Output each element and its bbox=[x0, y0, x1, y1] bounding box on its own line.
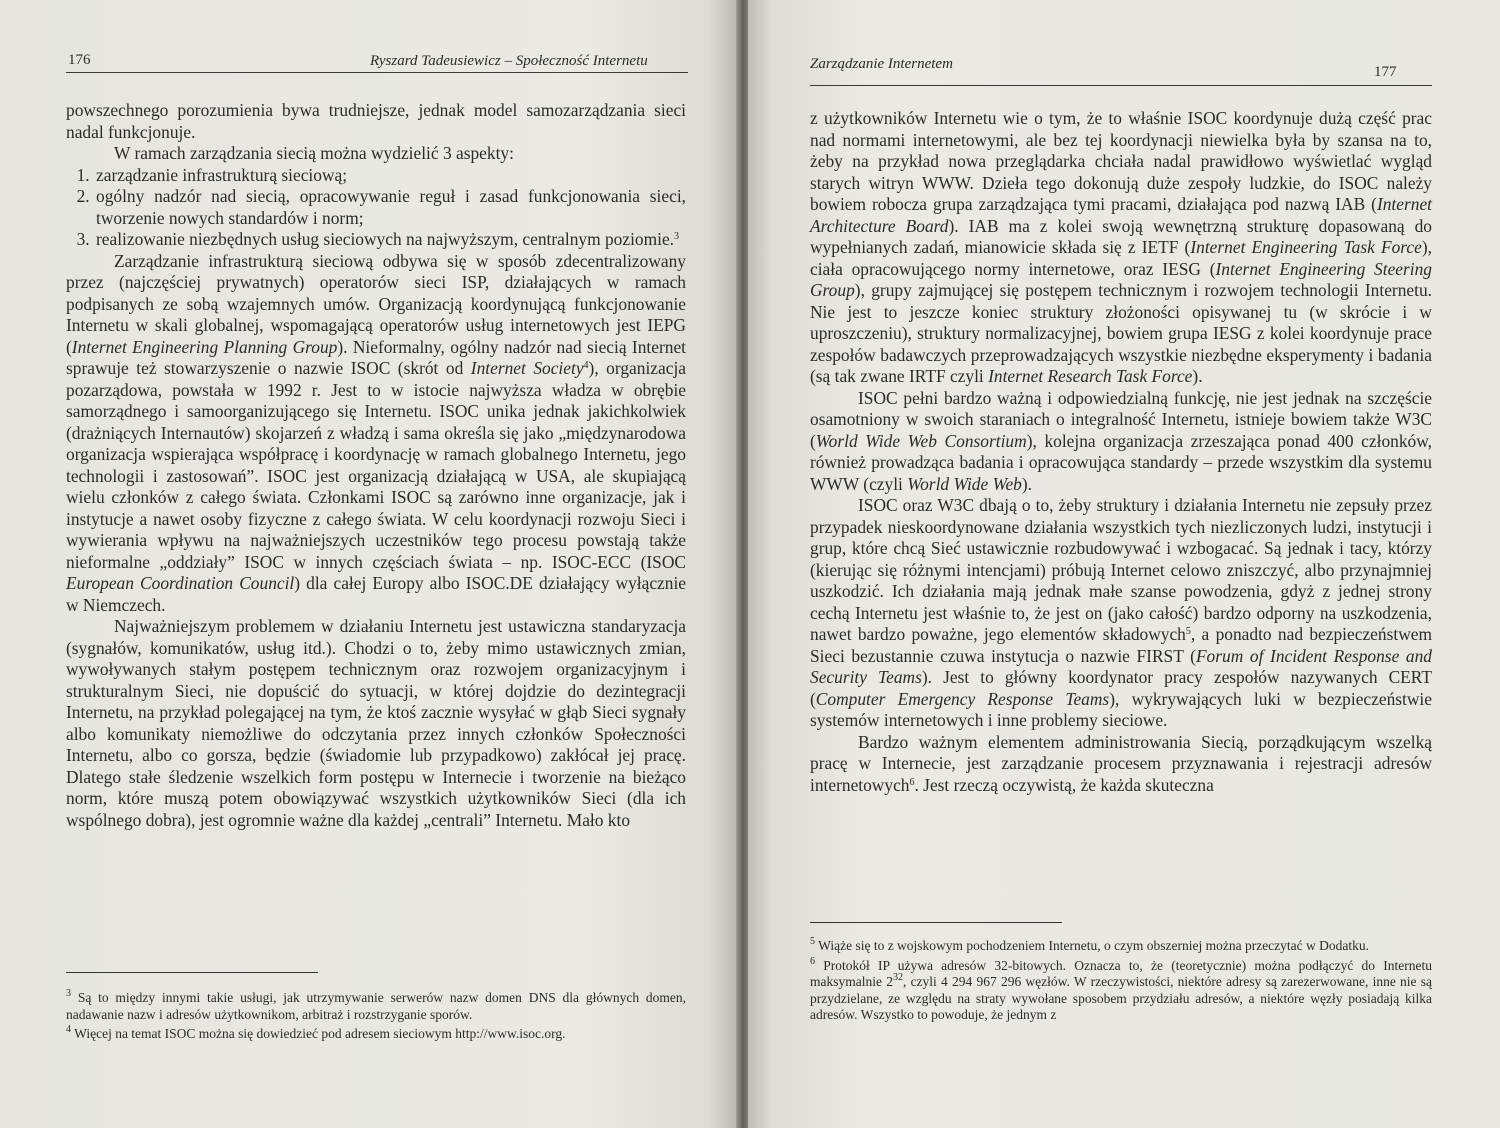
paragraph: ISOC pełni bardzo ważną i odpowiedzialną funkcję, nie jest jednak na szczęście osamotniony w swoich staraniach o integralność Internetu, istnieje bowiem także W3C (World Wide Web Consortium), kolejna organizacja zrzeszająca ponad 400 członków, również prowadząca badania i opracowująca standardy – przede wszystkim dla systemu WWW (czyli World Wide Web). bbox=[810, 387, 1432, 494]
footnote: $^3$ Są to między innymi takie usługi, jak utrzymywanie serwerów nazw domen DNS dla głównych domen, nadawanie nazw i adresów użytkownikom, arbitraż i rozstrzyganie sporów. bbox=[66, 988, 686, 1022]
footnotes bbox=[810, 938, 1432, 1027]
paragraph: powszechnego porozumienia bywa trudniejsze, jednak model samozarządzania sieci nadal funkcjonuje. bbox=[66, 100, 686, 142]
footnote-rule bbox=[66, 972, 318, 973]
right-page bbox=[748, 0, 1500, 1128]
running-head: Ryszard Tadeusiewicz – Społeczność Internetu bbox=[370, 53, 648, 69]
footnote-rule bbox=[810, 922, 1062, 923]
list-item: 3. realizowanie niezbędnych usług sieciowych na najwyższym, centralnym poziomie.$^3$ bbox=[94, 229, 686, 251]
aspects-list bbox=[66, 165, 686, 251]
page-number: 176 bbox=[68, 52, 91, 68]
header-rule bbox=[810, 85, 1432, 86]
running-head: Zarządzanie Internetem bbox=[810, 56, 953, 72]
left-page-body bbox=[66, 100, 686, 831]
footnote-ref: 4 bbox=[583, 360, 589, 371]
footnote-ref: 6 bbox=[909, 776, 915, 788]
paragraph: Najważniejszym problemem w działaniu Internetu jest ustawiczna standaryzacja (sygnałów, komunikatów, usług itd.). Chodzi o to, żeby mimo ustawicznych zmian, wywoływanych stałym postępem technicznym oraz rozwojem organizacyjnym i strukturalnym Sieci, nie dopuścić do sytuacji, w której dojdzie do dezintegracji Internetu, na przykład polegającej na tym, że ktoś zacznie wysyłać w głąb Sieci sygnały albo komunikaty niemożliwe do odczytania przez innych członków Społeczności Internetu, albo co gorsza, będzie (świadomie lub przypadkowo) zakłócał jej pracę. Dlatego stałe śledzenie wszelkich form postępu w Internecie i tworzenie na bieżąco norm, które muszą potem obowiązywać wszystkich użytkowników Sieci (dla ich wspólnego dobra), jest ogromnie ważne dla każdej „centrali” Internetu. Mało kto bbox=[66, 616, 686, 830]
footnote: $^6$ Protokół IP używa adresów 32-bitowych. Oznacza to, że (teoretycznie) można podłączyć do Internetu maksymalnie $2^{32}$, czyli 4 294 967 296 węzłów. W rzeczywistości, niektóre adresy są zarezerwowane, inne nie są przydzielane, ze względu na straty wywołane sposobem przydziału adresów, a niektóre węzły posiadają kilka adresów. Wszystko to powoduje, że jednym z bbox=[810, 955, 1433, 1022]
paragraph: Bardzo ważnym elementem administrowania Siecią, porządkującym wszelką pracę w Internecie, jest zarządzanie procesem przyznawania i rejestracji adresów internetowych$^6$. Jest rzeczą oczywistą, że każda skuteczna bbox=[810, 731, 1432, 795]
paragraph: z użytkowników Internetu wie o tym, że to właśnie ISOC koordynuje dużą część prac nad normami internetowymi, ale bez tej koordynacji niewielka była by szansa na to, żeby na przykład nowa przeglądarka chciała nadal prawidłowo wyświetlać wygląd starych witryn WWW. Dzieła tego dokonują duże zespoły ludzkie, do ISOC należy bowiem robocza grupa zarządzająca tymi pracami, działająca pod nazwą IAB (Internet Architecture Board). IAB ma z kolei swoją wewnętrzną strukturę dopasowaną do wypełnianych zadań, mianowicie składa się z IETF (Internet Engineering Task Force), ciała opracowującego normy internetowe, oraz IESG (Internet Engineering Steering Group), grupy zajmującej się postępem technicznym i rozwojem technologii Internetu. Nie jest to jeszcze koniec struktury złożoności opisywanej tu (w skrócie i w uproszczeniu), struktury normalizacyjnej, bowiem grupa IESG z kolei koordynuje prace zespołów badawczych przeprowadzających wszystkie niezbędne eksperymenty i badania (są tak zwane IRTF czyli Internet Research Task Force). bbox=[810, 108, 1433, 386]
paragraph: ISOC oraz W3C dbają o to, żeby struktury i działania Internetu nie zepsuły przez przypadek nieskoordynowane działania wszystkich tych niezliczonych ludzi, instytucji i grup, które chcą Sieć ustawicznie rozbudowywać i wzbogacać. Są jednak i tacy, którzy (kierując się różnymi intencjami) próbują Internet celowo zniszczyć, albo przynajmniej uszkodzić. Ich działania mają jednak małe szanse powodzenia, gdyż z jednej strony cechą Internetu jest właśnie to, że jest on (jako całość) bardzo odporny na uszkodzenia, nawet bardzo poważne, jego elementów składowych$^5$, a ponadto nad bezpieczeństwem Sieci bezustannie czuwa instytucja o nazwie FIRST (Forum of Incident Response and Security Teams). Jest to główny koordynator pracy zespołów nazywanych CERT (Computer Emergency Response Teams), wykrywających luki w bezpieczeństwie systemów internetowych i inne problemy sieciowe. bbox=[810, 495, 1432, 730]
paragraph: W ramach zarządzania siecią można wydzielić 3 aspekty: bbox=[114, 143, 514, 163]
footnote: $^4$ Więcej na temat ISOC można się dowiedzieć pod adresem sieciowym http://www.isoc.org. bbox=[66, 1024, 566, 1041]
list-item: 2. ogólny nadzór nad siecią, opracowywanie reguł i zasad funkcjonowania sieci, tworzenie nowych standardów i norm; bbox=[94, 186, 686, 229]
footnotes bbox=[66, 990, 686, 1046]
footnote: $^5$ Wiąże się to z wojskowym pochodzeniem Internetu, o czym obszerniej można przeczytać w Dodatku. bbox=[810, 936, 1370, 953]
page-number: 177 bbox=[1374, 64, 1397, 80]
left-page bbox=[0, 0, 738, 1128]
footnote-ref: 3 bbox=[674, 231, 680, 242]
header-rule bbox=[66, 72, 688, 73]
footnote-ref: 5 bbox=[1185, 626, 1191, 637]
list-item: 1. zarządzanie infrastrukturą sieciową; bbox=[94, 165, 686, 187]
paragraph: Zarządzanie infrastrukturą sieciową odbywa się w sposób zdecentralizowany przez (najczęściej prywatnych) operatorów sieci ISP, działających w ramach podpisanych ze sobą wzajemnych umów. Organizacją koordynującą funkcjonowanie Internetu w skali globalnej, wspomagającą operatorów usług internetowych jest IEPG (Internet Engineering Planning Group). Nieformalny, ogólny nadzór nad siecią Internet sprawuje też stowarzyszenie o nazwie ISOC (skrót od Internet Society$^4$), organizacja pozarządowa, powstała w 1992 r. Jest to w istocie najwyższa władza w obrębie samorządnego i samoorganizującego się Internetu. ISOC unika jednak jakichkolwiek (drażniących Internautów) skojarzeń z władzą i sama określa się jako „międzynarodowa organizacja wspierająca współpracę i koordynację w ramach globalnego Internetu, jego technologii i zastosowań”. ISOC jest organizacją działającą w USA, ale skupiającą wielu członków z całego świata. Członkami ISOC są zarówno inne organizacje, jak i instytucje a nawet osoby fizyczne z całego świata. W celu koordynacji rozwoju Sieci i wywierania wpływu na najważniejszych uczestników tego procesu powstają także nieformalne „oddziały” ISOC w innych częściach świata – np. ISOC-ECC (ISOC European Coordination Council) dla całej Europy albo ISOC.DE działający wyłącznie w Niemczech. bbox=[66, 250, 687, 615]
right-page-body bbox=[810, 108, 1432, 796]
